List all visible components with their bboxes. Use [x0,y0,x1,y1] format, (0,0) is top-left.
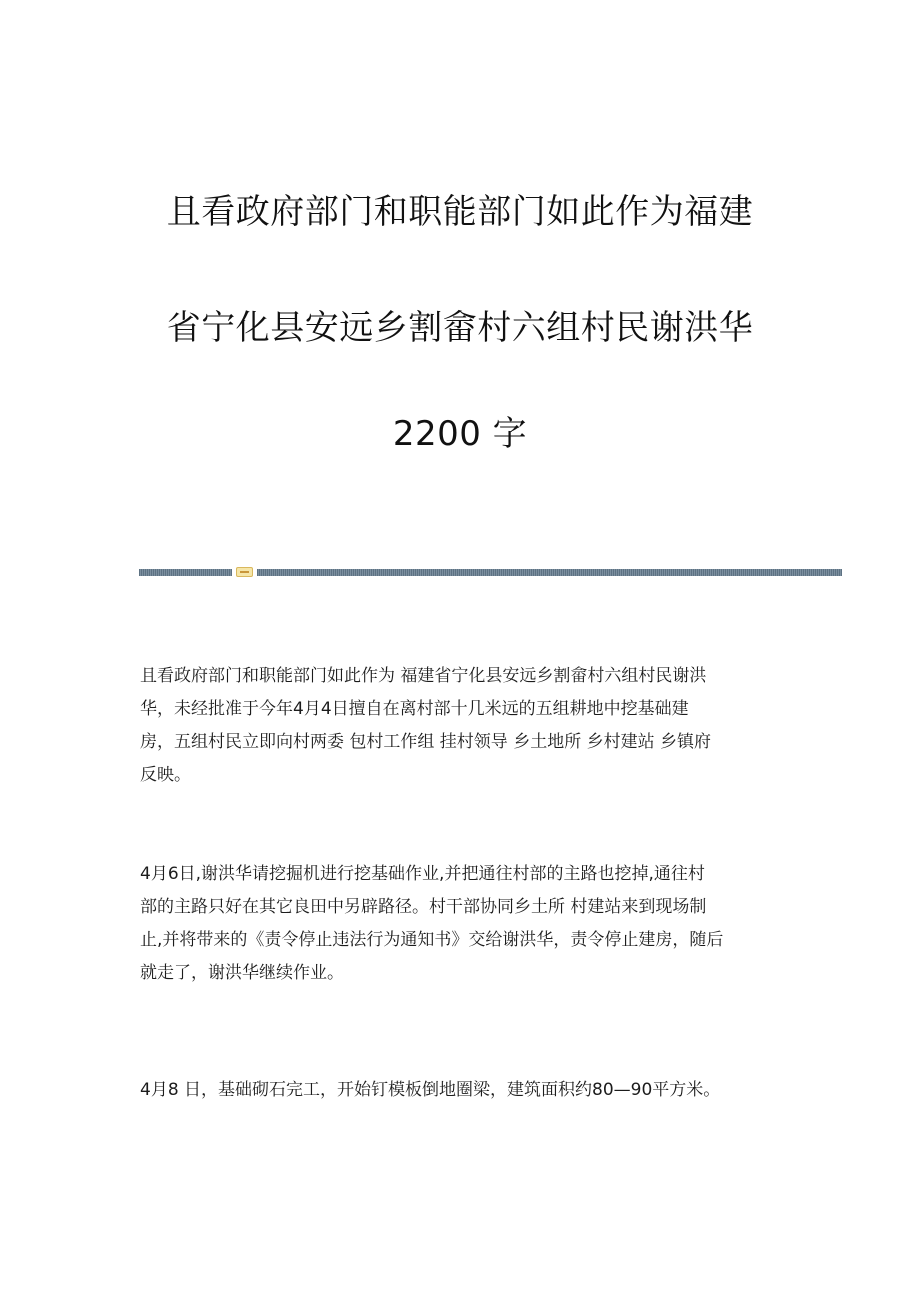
divider-bar-left [139,569,232,576]
paragraph-line: 就走了，谢洪华继续作业。 [140,963,344,983]
title-line-2: 省宁化县安远乡割畲村六组村民谢洪华 [166,308,754,348]
title-line-3: 2200 字 [392,414,528,454]
paragraph-line: 反映。 [140,765,191,785]
title-divider [139,567,842,577]
paragraph-line: 4月8 日，基础砌石完工，开始钉模板倒地圈梁，建筑面积约80—90平方米。 [140,1080,721,1100]
paragraph-line: 房，五组村民立即向村两委 包村工作组 挂村领导 乡土地所 乡村建站 乡镇府 [140,732,712,752]
paragraph-line: 且看政府部门和职能部门如此作为 福建省宁化县安远乡割畲村六组村民谢洪 [140,666,707,686]
paragraph-line: 止,并将带来的《责令停止违法行为通知书》交给谢洪华，责令停止建房，随后 [140,930,724,950]
paragraph-2 [140,858,780,990]
paragraph-line: 华，未经批准于今年4月4日擅自在离村部十几米远的五组耕地中挖基础建 [140,699,689,719]
paragraph-line: 部的主路只好在其它良田中另辟路径。村干部协同乡土所 村建站来到现场制 [140,897,707,917]
divider-bar-right [257,569,842,576]
paragraph-1 [140,660,780,792]
title-line-1: 且看政府部门和职能部门如此作为福建 [166,192,754,232]
paragraph-line: 4月6日,谢洪华请挖掘机进行挖基础作业,并把通往村部的主路也挖掉,通往村 [140,864,705,884]
divider-emblem-icon [236,567,253,577]
paragraph-3 [140,1074,780,1107]
